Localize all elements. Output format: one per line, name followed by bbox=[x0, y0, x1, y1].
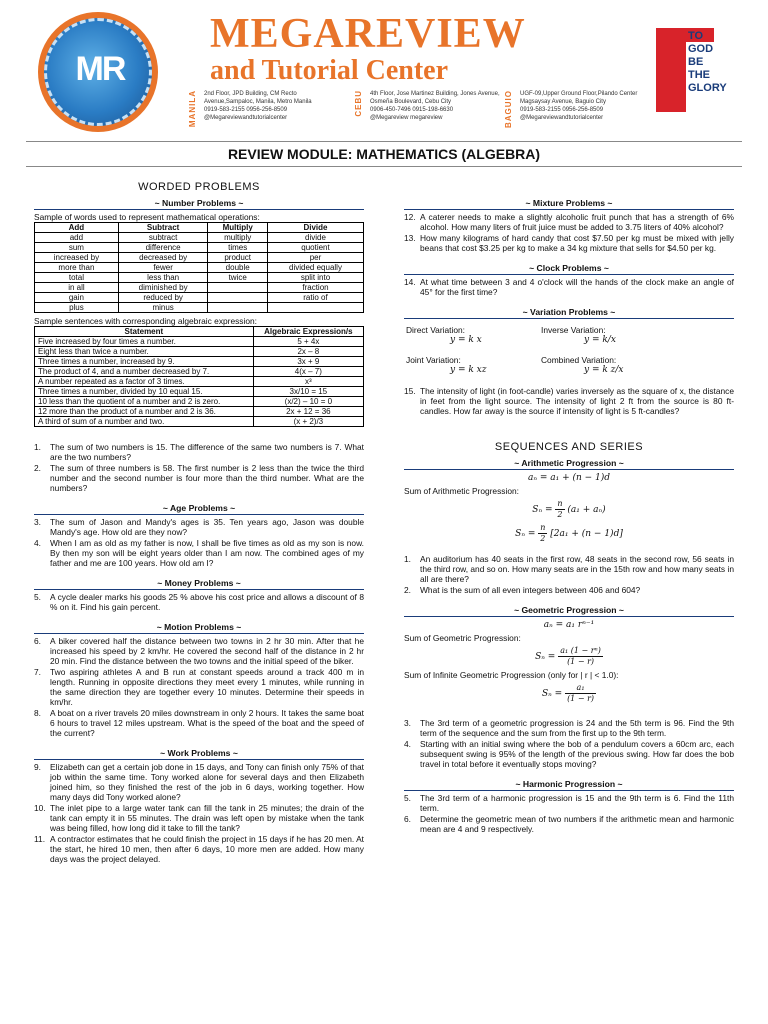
formula-rhs: [2a₁ + (n − 1)d] bbox=[550, 529, 623, 539]
branch-phones: 0919-583-2155 0956-256-8509 bbox=[204, 107, 288, 113]
slogan-word: GLORY bbox=[688, 82, 727, 94]
table-row bbox=[35, 303, 364, 313]
problem-item bbox=[34, 517, 364, 537]
slogan-word: TO bbox=[688, 30, 704, 42]
problem-item bbox=[34, 708, 364, 738]
branch-cebu bbox=[354, 90, 500, 122]
table-cell: diminished by bbox=[118, 283, 208, 293]
problem-number: 6. bbox=[34, 636, 41, 646]
problem-number: 5. bbox=[404, 793, 411, 803]
formula-lhs: Sₙ = bbox=[535, 652, 556, 662]
table-cell: per bbox=[267, 253, 363, 263]
branch-social: @Megareviewandtutorialcenter bbox=[520, 115, 604, 121]
branch-phones: 0906-450-7496 0915-198-6630 bbox=[370, 107, 454, 113]
table-row bbox=[35, 233, 364, 243]
formula-label: Sum of Arithmetic Progression: bbox=[404, 486, 519, 496]
table-cell bbox=[267, 303, 363, 313]
problem-item bbox=[34, 538, 364, 568]
problem-item bbox=[404, 212, 734, 232]
money-problems-list bbox=[34, 592, 364, 612]
formula-lhs: Sₙ = bbox=[515, 529, 536, 539]
problem-text: A caterer needs to make a slightly alcoholic fruit punch that has a strength of 6% alcohol. How many liters of fruit juice must be added to 3.75 liters of 40% alcohol? bbox=[420, 212, 734, 232]
table-cell: 12 more than the product of a number and 2 is 36. bbox=[35, 407, 254, 417]
table-intro: Sample sentences with corresponding algebraic expression: bbox=[34, 316, 257, 326]
section-heading: WORDED PROBLEMS bbox=[138, 181, 260, 193]
branch-tag: BAGUIO bbox=[504, 90, 513, 128]
table-cell bbox=[208, 283, 268, 293]
fraction-denominator: 2 bbox=[540, 534, 546, 543]
problem-number: 9. bbox=[34, 762, 41, 772]
problem-number: 3. bbox=[404, 718, 411, 728]
problem-item bbox=[404, 233, 734, 253]
slogan-word: GOD bbox=[688, 43, 714, 55]
table-row bbox=[35, 387, 364, 397]
page-header bbox=[0, 0, 768, 140]
problem-item bbox=[404, 793, 734, 813]
table-cell: divide bbox=[267, 233, 363, 243]
slogan-word: BE bbox=[688, 56, 704, 68]
fraction bbox=[565, 683, 596, 704]
motion-problems-list bbox=[34, 636, 364, 738]
problem-number: 1. bbox=[404, 554, 411, 564]
problem-item bbox=[404, 814, 734, 834]
table-header-cell: Subtract bbox=[118, 223, 208, 233]
subsection-heading: ~ Motion Problems ~ bbox=[34, 622, 364, 634]
variation-problems-list bbox=[404, 386, 734, 416]
geometric-nth-term-formula: aₙ = a₁ rⁿ⁻¹ bbox=[543, 620, 595, 630]
fraction-numerator: n bbox=[540, 523, 546, 532]
problem-number: 3. bbox=[34, 517, 41, 527]
combined-variation-label: Combined Variation: bbox=[541, 355, 617, 365]
table-cell: sum bbox=[35, 243, 119, 253]
problem-text: The sum of Jason and Mandy's ages is 35. Ten years ago, Jason was double Mandy's age. How old are they now? bbox=[50, 517, 364, 537]
problem-item bbox=[34, 667, 364, 707]
problem-text: What is the sum of all even integers between 406 and 604? bbox=[420, 585, 641, 595]
branch-address: 2nd Floor, JPD Building, CM Recto Avenue,Sampaloc, Manila, Metro Manila bbox=[204, 91, 312, 105]
table-row bbox=[35, 273, 364, 283]
header-divider bbox=[26, 141, 742, 142]
branch-social: @Megareview megareview bbox=[370, 115, 443, 121]
table-cell: Three times a number, divided by 10 equal 15. bbox=[35, 387, 254, 397]
combined-variation-formula: y = k z/x bbox=[584, 365, 624, 375]
problem-item bbox=[404, 386, 734, 416]
table-row bbox=[35, 417, 364, 427]
arithmetic-sum-formula-2 bbox=[404, 523, 734, 544]
joint-variation-label: Joint Variation: bbox=[406, 355, 461, 365]
sentence-expression-table bbox=[34, 326, 364, 427]
table-row bbox=[35, 367, 364, 377]
table-cell: 3x/10 = 15 bbox=[253, 387, 363, 397]
problem-item bbox=[34, 636, 364, 666]
problem-item bbox=[404, 585, 734, 595]
variation-formulas-row bbox=[404, 325, 734, 349]
table-cell: fraction bbox=[267, 283, 363, 293]
table-cell: 2x – 8 bbox=[253, 347, 363, 357]
branch-manila bbox=[188, 90, 334, 128]
table-cell: total bbox=[35, 273, 119, 283]
infinite-geometric-sum-formula bbox=[404, 683, 734, 704]
right-column bbox=[404, 196, 734, 834]
table-cell: multiply bbox=[208, 233, 268, 243]
branch-social: @Megareviewandtutorialcenter bbox=[204, 115, 288, 121]
subsection-heading: ~ Number Problems ~ bbox=[34, 198, 364, 210]
arithmetic-problems-list bbox=[404, 554, 734, 595]
inverse-variation-label: Inverse Variation: bbox=[541, 325, 606, 335]
left-column bbox=[34, 176, 364, 864]
problem-text: Determine the geometric mean of two numbers if the arithmetic mean and harmonic mean are 4 and 9 respectively. bbox=[420, 814, 734, 834]
problem-number: 10. bbox=[34, 803, 46, 813]
arithmetic-sum-formula-1 bbox=[404, 499, 734, 520]
problem-number: 6. bbox=[404, 814, 411, 824]
table-cell: 3x + 9 bbox=[253, 357, 363, 367]
branch-address: UGF-09,Upper Ground Floor,Pilando Center Magsaysay Avenue, Baguio City bbox=[520, 91, 638, 105]
clock-problems-list bbox=[404, 277, 734, 297]
problem-text: A contractor estimates that he could finish the project in 15 days if he has 20 men. At the start, he hired 10 men, then after 6 days, 10 more men are added. How many days was the project delayed. bbox=[50, 834, 364, 864]
problem-number: 11. bbox=[34, 834, 46, 844]
variation-formulas-row bbox=[404, 355, 734, 379]
problem-text: Two aspiring athletes A and B run at constant speeds around a track 400 m in length. Running in opposite directions they meet every 1 minutes, while running in the same direction they are together every 10 minutes. Determine their speeds in km/hr. bbox=[50, 667, 364, 707]
table-cell: minus bbox=[118, 303, 208, 313]
table-cell: Eight less than twice a number. bbox=[35, 347, 254, 357]
problem-text: The inlet pipe to a large water tank can fill the tank in 25 minutes; the drain of the tank can empty it in 55 minutes. The drain was left open by mistake when the tank was being filled, how long did it take to fill the tank? bbox=[50, 803, 364, 833]
table-cell: 5 + 4x bbox=[253, 337, 363, 347]
table-cell: 4(x – 7) bbox=[253, 367, 363, 377]
subsection-heading: ~ Money Problems ~ bbox=[34, 578, 364, 590]
branch-phones: 0919-583-2155 0956-256-8509 bbox=[520, 107, 604, 113]
table-cell: A third of sum of a number and two. bbox=[35, 417, 254, 427]
mixture-problems-list bbox=[404, 212, 734, 253]
subsection-heading: ~ Arithmetic Progression ~ bbox=[404, 458, 734, 470]
fraction-denominator: 2 bbox=[557, 510, 563, 519]
table-cell bbox=[208, 293, 268, 303]
problem-item bbox=[34, 762, 364, 802]
problem-item bbox=[404, 739, 734, 769]
work-problems-list bbox=[34, 762, 364, 864]
problem-number: 13. bbox=[404, 233, 416, 243]
table-cell: The product of 4, and a number decreased by 7. bbox=[35, 367, 254, 377]
table-cell: add bbox=[35, 233, 119, 243]
problem-item bbox=[34, 592, 364, 612]
brand-name: MEGAREVIEW bbox=[210, 11, 526, 57]
problem-text: The sum of three numbers is 58. The first number is 2 less than the twice the third number and the second number is four more than the third number. What are the numbers? bbox=[50, 463, 364, 493]
problem-item bbox=[34, 803, 364, 833]
problem-number: 14. bbox=[404, 277, 416, 287]
table-header-cell: Statement bbox=[35, 327, 254, 337]
number-problems-list bbox=[34, 442, 364, 493]
fraction bbox=[558, 646, 603, 667]
joint-variation-formula: y = k xz bbox=[450, 365, 487, 375]
table-cell: more than bbox=[35, 263, 119, 273]
table-header-cell: Add bbox=[35, 223, 119, 233]
title-divider bbox=[26, 166, 742, 167]
fraction-denominator: (1 − r) bbox=[567, 657, 595, 666]
problem-text: Starting with an initial swing where the bob of a pendulum covers a 60cm arc, each subsequent swing is 95% of the length of the previous swing. How far does the bob travel in total before it eventually stops moving? bbox=[420, 739, 734, 769]
geometric-problems-list bbox=[404, 718, 734, 769]
problem-text: A boat on a river travels 20 miles downstream in only 2 hours. It takes the same boat 6 hours to travel 12 miles upstream. What is the speed of the boat and the speed of the current? bbox=[50, 708, 364, 738]
table-cell: 10 less than the quotient of a number and 2 is zero. bbox=[35, 397, 254, 407]
table-cell: split into bbox=[267, 273, 363, 283]
fraction-numerator: n bbox=[557, 499, 563, 508]
problem-text: Elizabeth can get a certain job done in 15 days, and Tony can finish only 75% of that job within the same time. Tony worked alone for several days and then Elizabeth joined him, so they finished the rest of the job in 6 days, working together. How many days did Tony worked alone? bbox=[50, 762, 364, 802]
table-header-cell: Divide bbox=[267, 223, 363, 233]
table-cell: reduced by bbox=[118, 293, 208, 303]
table-row bbox=[35, 407, 364, 417]
brand-subtitle: and Tutorial Center bbox=[210, 55, 449, 86]
table-cell: (x + 2)/3 bbox=[253, 417, 363, 427]
table-cell: in all bbox=[35, 283, 119, 293]
problem-number: 8. bbox=[34, 708, 41, 718]
table-cell: difference bbox=[118, 243, 208, 253]
problem-number: 1. bbox=[34, 442, 41, 452]
problem-text: The 3rd term of a harmonic progression is 15 and the 9th term is 6. Find the 11th term. bbox=[420, 793, 734, 813]
problem-text: An auditorium has 40 seats in the first row, 48 seats in the second row, 56 seats in the third row, and so on. How many seats are in the 15th row and how many seats in all are there? bbox=[420, 554, 734, 584]
formula-rhs: (a₁ + aₙ) bbox=[567, 505, 606, 515]
formula-lhs: Sₙ = bbox=[532, 505, 553, 515]
subsection-heading: ~ Harmonic Progression ~ bbox=[404, 779, 734, 791]
table-cell: Five increased by four times a number. bbox=[35, 337, 254, 347]
table-header-cell: Multiply bbox=[208, 223, 268, 233]
table-cell: fewer bbox=[118, 263, 208, 273]
problem-number: 4. bbox=[404, 739, 411, 749]
table-cell: increased by bbox=[35, 253, 119, 263]
problem-item bbox=[404, 554, 734, 584]
problem-item bbox=[404, 718, 734, 738]
branch-tag: MANILA bbox=[188, 90, 197, 128]
arithmetic-nth-term-formula: aₙ = a₁ + (n − 1)d bbox=[527, 473, 611, 483]
inverse-variation-formula: y = k/x bbox=[584, 335, 616, 345]
table-row bbox=[35, 293, 364, 303]
slogan-text bbox=[688, 30, 727, 95]
subsection-heading: ~ Age Problems ~ bbox=[34, 503, 364, 515]
table-row bbox=[35, 357, 364, 367]
problem-text: A biker covered half the distance between two towns in 2 hr 30 min. After that he increased his speed by 2 km/hr. He covered the second half of the distance in 2 hr 20 min. Find the distance between the two towns and the initial speed of the biker. bbox=[50, 636, 364, 666]
problem-number: 4. bbox=[34, 538, 41, 548]
table-cell: subtract bbox=[118, 233, 208, 243]
table-row bbox=[35, 253, 364, 263]
fraction bbox=[538, 523, 547, 544]
problem-text: How many kilograms of hard candy that cost $7.50 per kg must be mixed with jelly beans that cost $3.25 per kg to make a 34 kg mixture that sells for $4.50 per kg. bbox=[420, 233, 734, 253]
table-cell: twice bbox=[208, 273, 268, 283]
subsection-heading: ~ Variation Problems ~ bbox=[404, 307, 734, 319]
problem-number: 2. bbox=[404, 585, 411, 595]
table-cell: times bbox=[208, 243, 268, 253]
problem-number: 5. bbox=[34, 592, 41, 602]
table-intro: Sample of words used to represent mathematical operations: bbox=[34, 212, 260, 222]
geometric-sum-formula bbox=[404, 646, 734, 667]
slogan-word: THE bbox=[688, 69, 710, 81]
subsection-heading: ~ Clock Problems ~ bbox=[404, 263, 734, 275]
table-row bbox=[35, 283, 364, 293]
table-cell: divided equally bbox=[267, 263, 363, 273]
formula-label: Sum of Infinite Geometric Progression (only for | r | < 1.0): bbox=[404, 670, 619, 680]
branch-tag: CEBU bbox=[354, 90, 363, 117]
table-cell: decreased by bbox=[118, 253, 208, 263]
branch-address: 4th Floor, Jose Martinez Building, Jones Avenue, Osmeña Boulevard, Cebu City bbox=[370, 91, 500, 105]
module-title: REVIEW MODULE: MATHEMATICS (ALGEBRA) bbox=[227, 146, 541, 162]
table-cell: plus bbox=[35, 303, 119, 313]
fraction-numerator: a₁ bbox=[565, 683, 596, 694]
problem-number: 2. bbox=[34, 463, 41, 473]
to-god-be-the-glory-badge bbox=[656, 28, 727, 112]
table-row bbox=[35, 243, 364, 253]
section-heading: SEQUENCES AND SERIES bbox=[494, 441, 644, 453]
problem-number: 7. bbox=[34, 667, 41, 677]
fraction-denominator: (1 − r) bbox=[567, 694, 595, 703]
table-cell: less than bbox=[118, 273, 208, 283]
direct-variation-label: Direct Variation: bbox=[406, 325, 465, 335]
table-cell: ratio of bbox=[267, 293, 363, 303]
harmonic-problems-list bbox=[404, 793, 734, 834]
problem-text: The intensity of light (in foot-candle) varies inversely as the square of x, the distance in feet from the light source. The intensity of light 2 ft from the source is 80 ft-candles. How far away is the source if intensity of light is 5 ft-candles? bbox=[420, 386, 734, 416]
problem-text: A cycle dealer marks his goods 25 % above his cost price and allows a discount of 8 % on it. Find his gain percent. bbox=[50, 592, 364, 612]
problem-text: When I am as old as my father is now, I shall be five times as old as my son is now. By then my son will be eight years older than I am now. The combined ages of my father and me are 100 years. How old am I? bbox=[50, 538, 364, 568]
fraction bbox=[555, 499, 564, 520]
table-cell bbox=[208, 303, 268, 313]
subsection-heading: ~ Mixture Problems ~ bbox=[404, 198, 734, 210]
fraction-numerator: a₁ (1 − rⁿ) bbox=[560, 646, 601, 655]
problem-text: The sum of two numbers is 15. The difference of the same two numbers is 7. What are the two numbers? bbox=[50, 442, 364, 462]
table-cell: gain bbox=[35, 293, 119, 303]
logo-letters: MR bbox=[75, 50, 125, 88]
subsection-heading: ~ Work Problems ~ bbox=[34, 748, 364, 760]
table-row bbox=[35, 397, 364, 407]
table-row bbox=[35, 377, 364, 387]
table-row bbox=[35, 347, 364, 357]
table-row bbox=[35, 337, 364, 347]
branch-baguio bbox=[504, 90, 645, 128]
table-row bbox=[35, 263, 364, 273]
table-cell: double bbox=[208, 263, 268, 273]
formula-label: Sum of Geometric Progression: bbox=[404, 633, 521, 643]
table-cell: A number repeated as a factor of 3 times. bbox=[35, 377, 254, 387]
table-header-cell: Algebraic Expression/s bbox=[253, 327, 363, 337]
problem-text: At what time between 3 and 4 o'clock will the hands of the clock make an angle of 45° for the first time? bbox=[420, 277, 734, 297]
direct-variation-formula: y = k x bbox=[450, 335, 482, 345]
problem-item bbox=[34, 463, 364, 493]
problem-number: 12. bbox=[404, 212, 416, 222]
table-cell: 2x + 12 = 36 bbox=[253, 407, 363, 417]
table-cell: x³ bbox=[253, 377, 363, 387]
problem-text: The 3rd term of a geometric progression is 24 and the 5th term is 96. Find the 9th term of the sequence and the sum from the first up to the 9th term. bbox=[420, 718, 734, 738]
problem-item bbox=[34, 834, 364, 864]
problem-item bbox=[404, 277, 734, 297]
table-cell: Three times a number, increased by 9. bbox=[35, 357, 254, 367]
formula-lhs: Sₙ = bbox=[541, 689, 563, 699]
age-problems-list bbox=[34, 517, 364, 568]
table-cell: (x/2) – 10 = 0 bbox=[253, 397, 363, 407]
table-cell: product bbox=[208, 253, 268, 263]
problem-number: 15. bbox=[404, 386, 416, 396]
table-cell: quotient bbox=[267, 243, 363, 253]
operation-words-table bbox=[34, 222, 364, 313]
subsection-heading: ~ Geometric Progression ~ bbox=[404, 605, 734, 617]
problem-item bbox=[34, 442, 364, 462]
